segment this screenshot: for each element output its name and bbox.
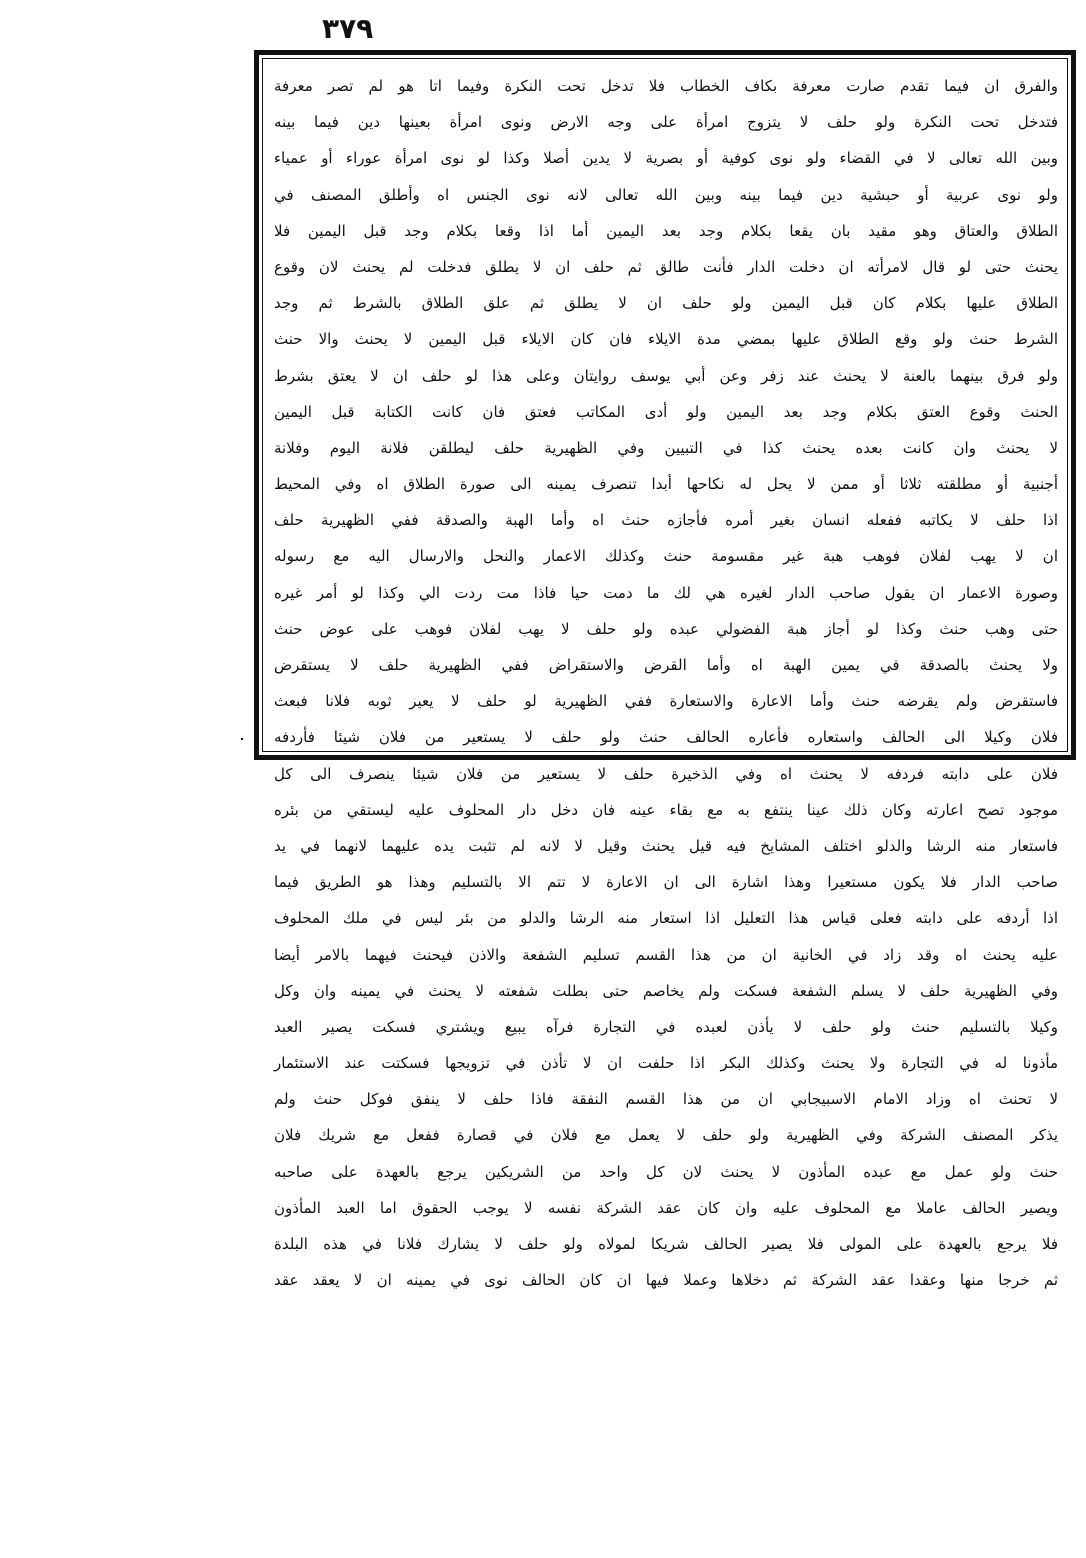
text-line: ولو فرق بينهما بالعنة لا يحنث عند زفر وعن أبي يوسف روايتان وعلى هذا لو حلف ان لا يعتق بشرط bbox=[274, 366, 1058, 385]
text-line: حنث ولو عمل مع عبده المأذون لا يحنث لان كل واحد من الشريكين يرجع بالعهدة على صاحبه bbox=[274, 1162, 1058, 1181]
text-line: فاستقرض ولم يقرضه حنث وأما الاعارة والاستعارة ففي الظهيرية لو حلف لا يعير ثوبه فلانا فبعث bbox=[274, 692, 1058, 711]
text-line: الطلاق عليها بكلام كان قبل اليمين ولو حلف ان لا يطلق ثم علق الطلاق بالشرط ثم وجد bbox=[274, 294, 1058, 313]
text-line: حتى وهب حنث وكذا لو أجاز هبة الفضولي عبده ولو حلف لا يهب لفلان فوهب على عوض حنث bbox=[274, 619, 1058, 638]
text-line: اذا أردفه على دابته فعلى قياس هذا التعليل اذا استعار منه الرشا والدلو من بئر ليس في ملك المحلوف bbox=[274, 909, 1058, 928]
text-line: ويصير الحالف عاملا مع المحلوف عليه وان كان عقد الشركة نفسه لا يوجب الحقوق اما العبد المأذون bbox=[274, 1198, 1058, 1217]
text-line: يذكر المصنف الشركة وفي الظهيرية ولو حلف لا يعمل مع فلان في قصارة ففعل مع شريك فلان bbox=[274, 1126, 1058, 1145]
text-line: فلا يرجع بالعهدة على المولى فلا يصير الحالف شريكا لمولاه ولو حلف لا يشارك فلانا في هذه البلدة bbox=[274, 1235, 1058, 1253]
text-line: والفرق ان فيما تقدم صارت معرفة بكاف الخطاب فلا تدخل تحت النكرة وفيما اتا هو لم تصر معرفة bbox=[274, 77, 1058, 95]
text-line: فلان وكيلا الى الحالف واستعاره فأعاره الحالف حنث ولو حلف لا يستعير من فلان شيئا فأردفه bbox=[274, 728, 1058, 747]
text-line: عليه يحنث اه وقد زاد في الخانية ان من هذا القسم تسليم الشفعة والاذن فيحنث فيهما بالامر أيضا bbox=[274, 945, 1058, 964]
text-line: ان لا يهب لفلان فوهب هبة غير مقسومة حنث وكذلك الاعمار والنحل والارسال اليه مع رسوله bbox=[274, 547, 1058, 566]
text-line: صاحب الدار فلا يكون مستعيرا وهذا اشارة الى ان الاعارة لا تتم الا بالتسليم وهذا هو الطريق فيما bbox=[274, 873, 1058, 892]
text-line: الشرط حنث ولو وقع الطلاق عليها بمضي مدة الايلاء فان كان الايلاء قبل اليمين لا يحنث والا حنث bbox=[274, 330, 1058, 349]
text-line: لا يحنث وان كانت بعده يحنث كذا في التبيين وفي الظهيرية حلف ليطلقن فلانة اليوم وفلانة bbox=[274, 438, 1058, 457]
text-line: ثم خرجا منها وعقدا عقد الشركة ثم دخلاها وعملا فيها ان كان الحالف نوى في يمينه ان لا يعقد عقد bbox=[274, 1271, 1058, 1290]
text-line: وبين الله تعالى لا في القضاء ولو نوى كوفية أو بصرية لا يدين أصلا وكذا لو نوى امرأة عوراء أو عمياء bbox=[274, 149, 1058, 168]
text-line: أجنبية أو مطلقته ثلاثا أو ممن لا يحل له نكاحها أبدا تنصرف يمينه الى صورة الطلاق اه وفي المحيط bbox=[274, 475, 1058, 494]
text-line: لا تحنث اه وزاد الامام الاسبيجابي ان من هذا القسم النفقة فاذا حلف لا ينفق فوكل حنث ولم bbox=[274, 1090, 1058, 1109]
text-line: فلان على دابته فردفه لا يحنث اه وفي الذخيرة حلف لا يستعير من فلان شيئا ينصرف الى كل bbox=[274, 764, 1058, 783]
text-line: يحنث حتى لو قال لامرأته ان دخلت الدار فأنت طالق ثم حلف ان لا يطلق فدخلت لم يحنث لان وقوع bbox=[274, 257, 1058, 276]
text-line: فاستعار منه الرشا والدلو اختلف المشايخ فيه قيل يحنث وقيل لا لانه لم تثبت يده عليهما لانهما في يد bbox=[274, 836, 1058, 855]
text-line: ولا يحنث بالصدقة في يمين الهبة اه وأما القرض والاستقراض ففي الظهيرية حلف لا يستقرض bbox=[274, 656, 1058, 674]
text-line: ولو نوى عربية أو حبشية دين فيما بينه وبين الله تعالى لانه نوى الجنس اه وأطلق المصنف في bbox=[274, 185, 1058, 204]
text-line: مأذونا له في التجارة ولا يحنث وكذلك البكر اذا حلفت ان لا تأذن في تزويجها فسكتت عند الاستئمار bbox=[274, 1054, 1058, 1073]
text-line: موجود تصح اعارته وكان ذلك عينا ينتفع به مع بقاء عينه فان دخل دار المحلوف عليه ليستقي من بئره bbox=[274, 800, 1058, 819]
text-line: وفي الظهيرية حلف لا يسلم الشفعة فسكت ولم يخاصم حتى بطلت شفعته لا يحنث في يمينه وان وكل bbox=[274, 981, 1058, 1000]
text-line: اذا حلف لا يكاتبه ففعله انسان بغير أمره فأجازه حنث اه وأما الهبة والصدقة ففي الظهيرية حلف bbox=[274, 511, 1058, 530]
text-line: وصورة الاعمار ان يقول صاحب الدار لغيره هي لك ما دمت حيا فاذا مت ردت الي وكذا لو أمر غيره bbox=[274, 583, 1058, 602]
text-line: فتدخل تحت النكرة ولو حلف لا يتزوج امرأة على وجه الارض ونوى امرأة بعينها دين فيما بينه bbox=[274, 113, 1058, 132]
text-block bbox=[266, 68, 1066, 1290]
text-line: الحنث وقوع العتق بكلام وجد بعد اليمين ولو أدى المكاتب فعتق فان كانت الكتابة قبل اليمين bbox=[274, 402, 1058, 421]
text-line: وكيلا بالتسليم حنث ولو حلف لا يأذن لعبده في التجارة فرآه يبيع ويشتري فسكت يصير العبد bbox=[274, 1017, 1058, 1036]
margin-mark bbox=[241, 738, 243, 740]
text-line: الطلاق والعتاق وهو مقيد بان يقعا بكلام وجد بعد اليمين أما اذا وقعا بكلام وجد قبل اليمين فلا bbox=[274, 221, 1058, 240]
page-number: ٣٧٩ bbox=[322, 12, 374, 45]
